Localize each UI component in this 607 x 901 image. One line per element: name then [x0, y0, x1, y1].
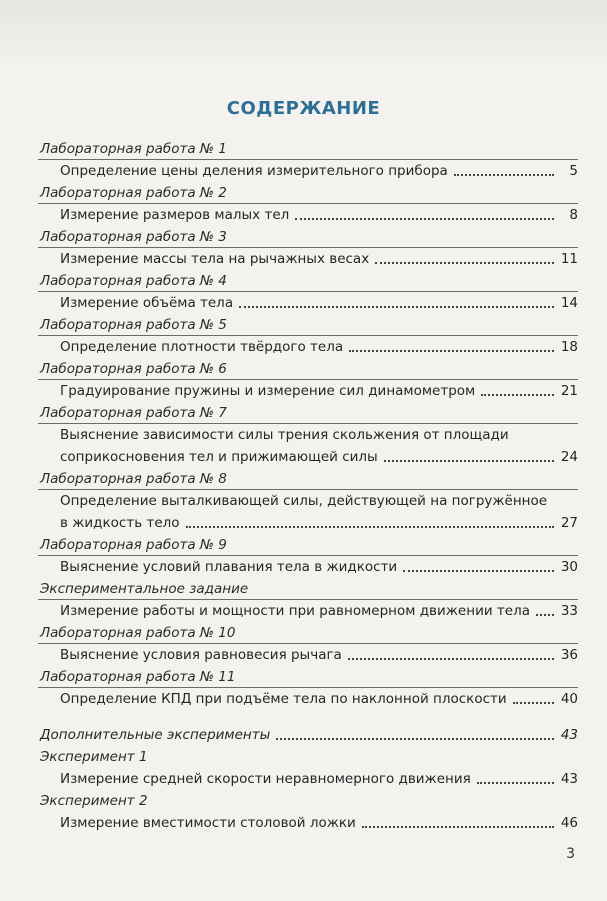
section-heading: Лабораторная работа № 3 — [38, 226, 578, 248]
section-heading: Лабораторная работа № 1 — [38, 138, 578, 160]
section-heading: Лабораторная работа № 4 — [38, 270, 578, 292]
entry-title: соприкосновения тел и прижимающей силы — [60, 449, 378, 465]
section-heading: Лабораторная работа № 7 — [38, 402, 578, 424]
toc-entry-extra[interactable] — [38, 724, 578, 746]
dot-leader — [536, 614, 554, 616]
section-heading: Лабораторная работа № 2 — [38, 182, 578, 204]
entry-page: 8 — [569, 207, 578, 223]
toc-entry[interactable] — [38, 644, 578, 666]
entry-title: Измерение средней скорости неравномерного движения — [60, 771, 471, 787]
entry-page: 36 — [560, 647, 578, 663]
section-heading: Лабораторная работа № 11 — [38, 666, 578, 688]
entry-page: 14 — [560, 295, 578, 311]
entry-page: 5 — [569, 163, 578, 179]
entry-page: 46 — [560, 815, 578, 831]
dot-leader — [186, 526, 554, 528]
section-heading: Лабораторная работа № 5 — [38, 314, 578, 336]
page-top-shadow — [0, 0, 607, 70]
toc-entry[interactable] — [38, 556, 578, 578]
dot-leader — [239, 306, 554, 308]
section-heading: Лабораторная работа № 10 — [38, 622, 578, 644]
entry-page: 24 — [560, 449, 578, 465]
dot-leader — [481, 394, 554, 396]
dot-leader — [375, 262, 554, 264]
entry-page: 27 — [560, 515, 578, 531]
toc-entry[interactable] — [38, 380, 578, 402]
toc-entry[interactable] — [38, 768, 578, 790]
dot-leader — [454, 174, 554, 176]
entry-title: Градуирование пружины и измерение сил динамометром — [60, 383, 476, 399]
toc-entry[interactable] — [38, 688, 578, 710]
section-heading: Экспериментальное задание — [38, 578, 578, 600]
toc-entry[interactable] — [38, 424, 578, 468]
entry-title: Измерение размеров малых тел — [60, 207, 290, 223]
entry-title: Выяснение условий плавания тела в жидкости — [60, 559, 398, 575]
toc-entry[interactable] — [38, 160, 578, 182]
page-title: СОДЕРЖАНИЕ — [226, 98, 381, 119]
entry-page: 33 — [560, 603, 578, 619]
entry-title-line2-row — [60, 512, 578, 534]
dot-leader — [403, 570, 554, 572]
dot-leader — [513, 702, 554, 704]
dot-leader — [295, 218, 554, 220]
section-heading: Эксперимент 1 — [40, 749, 148, 765]
entry-title-line1: Выяснение зависимости силы трения скольжения от площади — [60, 427, 509, 443]
section-heading: Лабораторная работа № 9 — [38, 534, 578, 556]
entry-title: Определение КПД при подъёме тела по наклонной плоскости — [60, 691, 507, 707]
dot-leader — [477, 782, 554, 784]
dot-leader — [362, 826, 554, 828]
toc-entry[interactable] — [38, 812, 578, 834]
page-number: 3 — [566, 846, 575, 862]
section-heading: Лабораторная работа № 6 — [38, 358, 578, 380]
entry-title-line2-row — [60, 446, 578, 468]
entry-page: 40 — [560, 691, 578, 707]
section-heading: Эксперимент 2 — [40, 793, 148, 809]
toc-entry[interactable] — [38, 490, 578, 534]
spacer — [38, 710, 578, 724]
entry-page: 43 — [560, 771, 578, 787]
entry-title: Измерение массы тела на рычажных весах — [60, 251, 370, 267]
entry-title-line1: Определение выталкивающей силы, действующей на погружённое — [60, 493, 548, 509]
dot-leader — [384, 460, 554, 462]
entry-title: Измерение вместимости столовой ложки — [60, 815, 356, 831]
dot-leader — [348, 658, 554, 660]
entry-page: 43 — [560, 727, 578, 743]
section-heading: Лабораторная работа № 8 — [38, 468, 578, 490]
entry-page: 11 — [560, 251, 578, 267]
entry-title: Дополнительные эксперименты — [40, 727, 271, 743]
dot-leader — [349, 350, 554, 352]
entry-page: 18 — [560, 339, 578, 355]
entry-page: 21 — [560, 383, 578, 399]
toc-entry[interactable] — [38, 204, 578, 226]
toc-entry[interactable] — [38, 600, 578, 622]
table-of-contents — [38, 138, 578, 834]
entry-title: Измерение работы и мощности при равномерном движении тела — [60, 603, 530, 619]
entry-title: Определение цены деления измерительного прибора — [60, 163, 448, 179]
entry-page: 30 — [560, 559, 578, 575]
toc-entry[interactable] — [38, 292, 578, 314]
entry-title: в жидкость тело — [60, 515, 180, 531]
dot-leader — [276, 738, 554, 740]
entry-title: Выяснение условия равновесия рычага — [60, 647, 342, 663]
toc-entry[interactable] — [38, 336, 578, 358]
entry-title: Определение плотности твёрдого тела — [60, 339, 344, 355]
entry-title: Измерение объёма тела — [60, 295, 234, 311]
toc-entry[interactable] — [38, 248, 578, 270]
